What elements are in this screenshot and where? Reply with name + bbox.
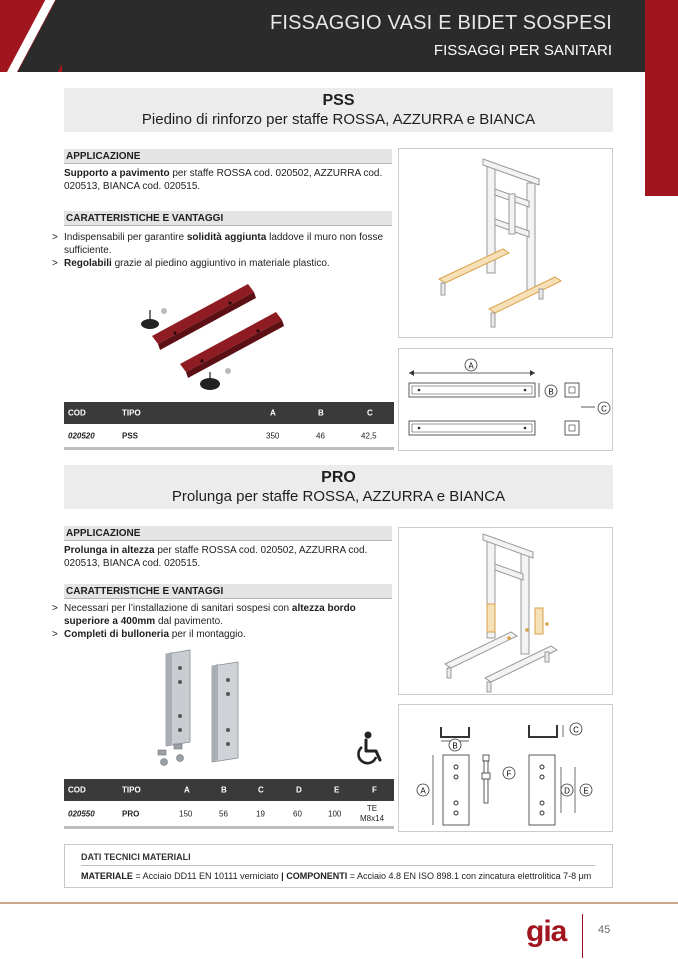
pss-features-list — [52, 231, 396, 270]
pro-product-photo — [150, 646, 260, 774]
pss-spec-table — [64, 402, 394, 450]
pss-feature-1: > Indispensabili per garantire solidità aggiunta laddove il muro non fosse sufficiente. — [52, 232, 384, 256]
tech-divider — [81, 865, 595, 866]
pss-description: Piedino di rinforzo per staffe ROSSA, AZZURRA e BIANCA — [141, 111, 536, 128]
pro-assembly-drawing — [398, 527, 613, 695]
pss-dim-label-c: C — [601, 404, 607, 414]
table-row: 020520 PSS 350 46 42,5 — [64, 424, 394, 450]
header-subtitle: FISSAGGI PER SANITARI — [433, 42, 612, 59]
pro-f-cell: TE M8x14 — [360, 803, 385, 823]
pro-highlight-extensions — [487, 604, 543, 634]
pss-code: PSS — [322, 92, 355, 109]
pss-application-label: APPLICAZIONE — [64, 149, 392, 164]
pro-title-box — [64, 465, 613, 509]
pss-title-box — [64, 88, 613, 132]
pro-bolts — [158, 744, 184, 766]
pro-dimension-drawing — [398, 704, 613, 832]
tech-data-title: DATI TECNICI MATERIALI — [81, 852, 191, 862]
pro-features-label: CARATTERISTICHE E VANTAGGI — [64, 584, 392, 599]
pss-dim-label-a: A — [468, 361, 474, 371]
tech-data-text: MATERIALE = Acciaio DD11 EN 10111 verniciato | COMPONENTI = Acciaio 4.8 EN ISO 898.1 con zincatura elettrolitica 7-8 μm — [81, 871, 592, 881]
pss-dim-label-b: B — [548, 387, 554, 397]
table-row: 020550 PRO 150 56 19 60 100 TE M8x14 — [64, 801, 394, 829]
pro-table-header: COD TIPO A B C D E F — [64, 779, 394, 801]
pss-foot-2 — [200, 368, 231, 390]
pro-dim-label-f: F — [506, 769, 512, 779]
pss-highlight-bars — [439, 249, 561, 313]
pro-dim-label-b: B — [452, 741, 458, 751]
section-red-tab — [645, 0, 678, 196]
pro-code: PRO — [321, 469, 356, 486]
pro-features-list — [52, 602, 396, 641]
wheelchair-icon — [352, 730, 386, 766]
pro-application-rest: per staffe ROSSA cod. 020502, AZZURRA cod. 020513, BIANCA cod. 020515. — [64, 545, 368, 569]
pro-dim-label-a: A — [420, 786, 426, 796]
pss-application-bold: Supporto a pavimento — [64, 168, 170, 179]
pss-foot-1 — [141, 308, 167, 329]
pro-dim-label-e: E — [583, 786, 589, 796]
tech-data-box — [64, 844, 613, 888]
pro-channel-1 — [166, 650, 190, 746]
footer-rule — [0, 902, 678, 904]
pss-assembly-drawing — [398, 148, 613, 338]
pro-dim-label-d: D — [564, 786, 570, 796]
pss-application-rest: per staffe ROSSA cod. 020502, AZZURRA cod. 020513, BIANCA cod. 020515. — [64, 168, 383, 192]
header-title: FISSAGGIO VASI E BIDET SOSPESI — [269, 12, 612, 34]
pss-application-text — [64, 167, 394, 193]
logo-separator — [582, 914, 583, 958]
page-header — [0, 0, 678, 72]
pro-spec-table — [64, 779, 394, 829]
pss-features-label: CARATTERISTICHE E VANTAGGI — [64, 211, 392, 226]
pro-application-text — [64, 544, 394, 570]
pss-dimension-drawing — [398, 348, 613, 451]
gia-logo: gia — [526, 915, 567, 948]
pro-channel-2 — [212, 662, 238, 762]
pro-application-bold: Prolunga in altezza — [64, 545, 155, 556]
pro-application-label: APPLICAZIONE — [64, 526, 392, 541]
pss-feature-2: > Regolabili grazie al piedino aggiuntivo in materiale plastico. — [52, 258, 330, 269]
pro-feature-2: > Completi di bulloneria per il montaggio. — [52, 629, 246, 640]
pro-description: Prolunga per staffe ROSSA, AZZURRA e BIANCA — [171, 488, 506, 505]
pss-table-header: COD TIPO A B C — [64, 402, 394, 424]
pro-feature-1: > Necessari per l’installazione di sanitari sospesi con altezza bordo superiore a 400mm dal pavimento. — [52, 603, 356, 627]
page-number: 45 — [598, 924, 611, 936]
pss-product-photo — [130, 276, 300, 401]
pro-dim-label-c: C — [573, 725, 579, 735]
